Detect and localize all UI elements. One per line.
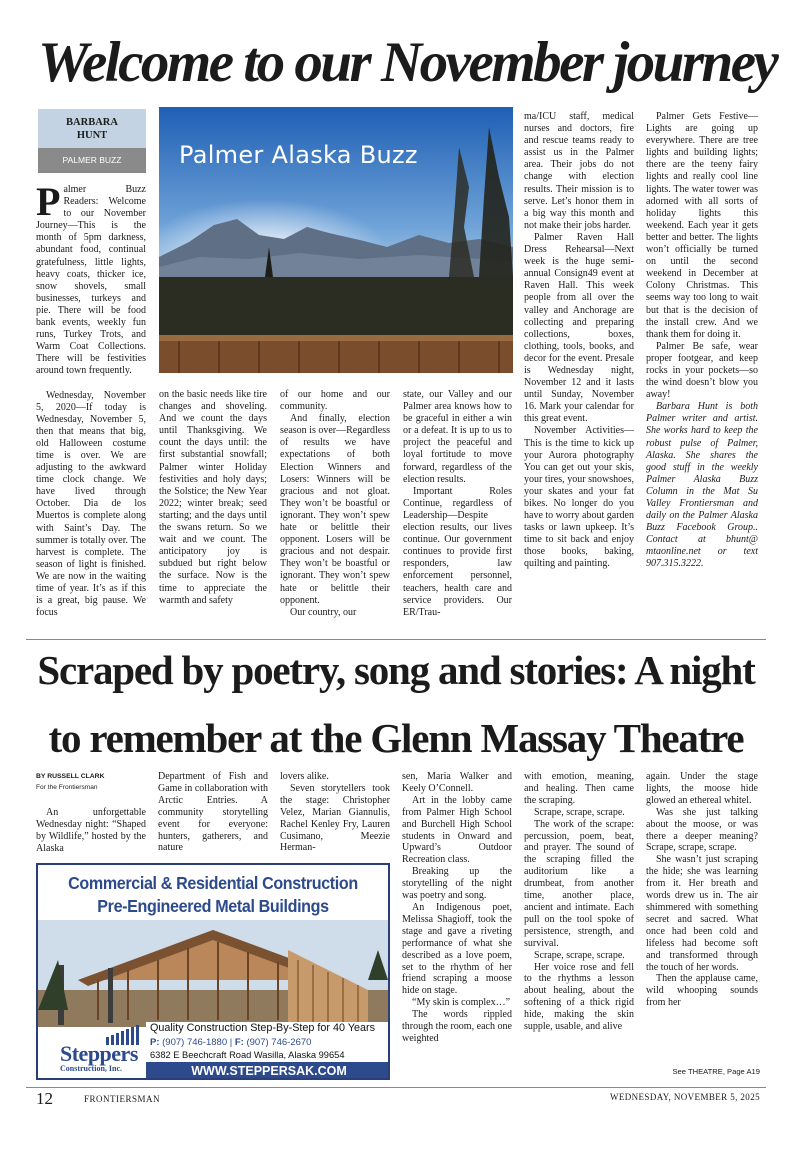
story2-paragraph: The work of the scrape: percussion, poem, beat, and prayer. The sound of the scraping filled the auditorium like a drumbeat, from another time, another place, ancient and intimate. Each pull on the tool spoke of persistence, strength, and survival. xyxy=(524,818,634,949)
photo-overlay-title: Palmer Alaska Buzz xyxy=(179,141,418,169)
story1-paragraph: ma/ICU staff, medical nurses and doctors, fire and rescue teams ready to assist us in the Palmer area. Their jobs do not change with election results. Their mission is to serve. Let’s honor them in a big way this month and not make their jobs harder. xyxy=(524,111,634,231)
story2-column-3 xyxy=(280,771,390,854)
page-number: 12 xyxy=(36,1089,53,1108)
phone-separator: | xyxy=(229,1037,235,1048)
story1-headline: Welcome to our November journey xyxy=(38,31,777,94)
story2-headline-line-2: to remember at the Glenn Massay Theatre xyxy=(48,715,744,761)
continued-jump-line: See THEATRE, Page A19 xyxy=(672,1067,760,1076)
story1-column-label: PALMER BUZZ xyxy=(38,148,146,173)
story2-paragraph: Her voice rose and fell to the rhythms a lesson about healing, about the softening of a thick rigid hide, making the skin supple, usable, and alive xyxy=(524,961,634,1033)
story1-intro-text: almer Buzz Readers: Welcome to our November Journey—This is the month of 5pm darkness, abundant food, continual gratefulness, little lights, heavy coats, thicker ice, snow shovels, small businesses, turkeys and pie. There will be food bank events, weekly fun runs, Turkey Trots, and Warm Coat Collections. There will be festivities around town frequently. xyxy=(36,184,146,377)
story2-byline xyxy=(36,772,146,793)
issue-date: WEDNESDAY, NOVEMBER 5, 2025 xyxy=(609,1092,760,1102)
story2-column-5 xyxy=(524,771,634,1033)
story2-paragraph: “My skin is complex…” xyxy=(412,997,511,1009)
story2-paragraph: Seven storytellers took the stage: Christopher Velez, Marian Giannulis, Rachel Kenley Fry, Lauren Cusimano, Meezie Herman- xyxy=(280,782,390,854)
story1-paragraph: on the basic needs like tire changes and shoveling. And we count the days until Thanksgiving. We count the days until: the first substantial snowfall; Palmer winter Holiday festivities and holy days; the Solstice; the New Year 2022; winter break; seed starting; and the days until the swans return. So we wait and we count. The anticipatory joy is subdued but right below the surface. Now is the time to appreciate the warmth and safety xyxy=(159,389,267,606)
story1-paragraph: And finally, election season is over—Regardless of results we have expectations of both Election Winners and Losers: Winners will be gracious and not gloat. They won’t be boastful or ignorant. They won’t spew hate or belittle their opponent. Losers will be gracious and not despair. They won’t be boastful or ignorant. They won’t spew hate or belittle their opponent. xyxy=(280,413,390,606)
fax-label: F: xyxy=(234,1037,244,1048)
story1-paragraph: Our country, our xyxy=(290,606,357,618)
story1-column-6 xyxy=(646,111,758,571)
ad-phones xyxy=(146,1037,390,1048)
ad-headline-2: Pre-Engineered Metal Buildings xyxy=(97,896,329,916)
ad-website-link[interactable]: WWW.STEPPERSAK.COM xyxy=(146,1062,390,1080)
story2-paragraph: Was she just talking about the moose, or was there a deeper meaning? Scrape, scrape, scrape. xyxy=(646,806,758,854)
story1-paragraph: Wednesday, November 5, 2020—If today is Wednesday, November 5, then that means that big, old Halloween costume time is over. We are adjusting to the awkward time clock change. We have lived through October. Dia de los Muertos is complete along with Saint’s Day. The summer is totally over. The harvest is complete. The season of light is finished. We are now in the waiting time of year. It’s as if this is a great, big pause. We focus xyxy=(36,389,146,619)
story1-paragraph: Important Roles Continue, regardless of Leadership—Despite election results, our lives continue. Our government continues to provide first responders, law enforcement personnel, teachers, health care and service providers. Our ER/Trau- xyxy=(403,485,512,618)
story1-column-1 xyxy=(36,179,146,619)
story1-paragraph: state, our Valley and our Palmer area knows how to be graceful in either a win or a defeat. It is up to us to project the peaceful and loyal fortitude to move forward, regardless of the election results. xyxy=(403,389,512,485)
story2-column-1 xyxy=(36,807,146,855)
phone-label: P: xyxy=(150,1037,160,1048)
story2-paragraph: She wasn’t just scraping the hide; she was learning from it. Her breath and words drew us in. The air shimmered with something secret and sacred. What once had been cold and lifeless had become soft and transformed through the touch of her words. xyxy=(646,854,758,973)
story2-paragraph: Department of Fish and Game in collaboration with Arctic Entries. A community storytelling event for everyone: hunters, gatherers, and nature xyxy=(158,771,268,854)
ad-address: 6382 E Beechcraft Road Wasilla, Alaska 99654 xyxy=(150,1050,345,1060)
story2-paragraph: Scrape, scrape, scrape. xyxy=(534,949,625,961)
story2-headline xyxy=(26,644,766,764)
drop-cap: P xyxy=(36,179,61,224)
story2-column-6 xyxy=(646,771,758,1009)
story2-column-4 xyxy=(402,771,512,1045)
story2-paragraph: The words rippled through the room, each one weighted xyxy=(402,1009,512,1044)
story2-paragraph: again. Under the stage lights, the moose hide glowed an ethereal whitel. xyxy=(646,771,758,806)
newspaper-name: FRONTIERSMAN xyxy=(84,1094,161,1104)
story1-paragraph: Palmer Raven Hall Dress Rehearsal—Next week is the huge semi-annual Consign49 event at Raven Hall. This week people from all over the valley and Anchorage are collecting and preparing collections, boxes, clothing, tools, books, and decor for the event. Presale is Wednesday night, November 12 and it lasts until Sunday, November 16. Mark your calendar for this great event. xyxy=(524,231,634,425)
footer-rule xyxy=(26,1087,766,1088)
story2-paragraph: with emotion, meaning, and healing. Then came the scraping. xyxy=(524,771,634,806)
ad-tagline: Quality Construction Step-By-Step for 40 Years xyxy=(146,1022,390,1034)
story1-column-5 xyxy=(524,111,634,571)
story2-paragraph: An Indigenous poet, Melissa Shagioff, took the stage and gave a riveting performance of what she described as a love poem, set to the rhythm of her friend scraping a moose hide on stage. xyxy=(402,901,512,997)
palmer-landscape-photo xyxy=(159,107,513,373)
story2-byline-org: For the Frontiersman xyxy=(36,784,98,791)
story2-paragraph: Art in the lobby came from Palmer High School and Burchell High School students in Onward and Upward’s Outdoor Recreation class. xyxy=(402,794,512,866)
fax-number: (907) 746-2670 xyxy=(246,1037,312,1048)
ad-headline-1: Commercial & Residential Construction xyxy=(68,873,358,893)
story2-paragraph: Then the applause came, wild whooping sounds from her xyxy=(646,973,758,1009)
story2-paragraph: lovers alike. xyxy=(280,771,329,782)
author-bio: Barbara Hunt is both Palmer writer and artist. She works hard to keep the robust pulse of Palmer, Alaska. She shares the good stuff in the weekly Palmer Alaska Buzz Column in the Mat Su Valley Frontiersman and daily on the Palmer Alaska Buzz Facebook Group.. Contact at bhunt@ mtaonline.net or text 907.315.3222. xyxy=(646,401,758,570)
story1-column-2 xyxy=(159,389,267,607)
story1-paragraph: Palmer Be safe, wear proper footgear, and keep rocks in your pockets—so the wind doesn’t blow you away! xyxy=(646,340,758,401)
ad-logo: Steppers xyxy=(60,1041,138,1066)
story1-byline-box xyxy=(38,109,146,173)
ad-logo-box xyxy=(38,1027,146,1080)
story2-byline-name: BY RUSSELL CLARK xyxy=(36,773,105,780)
story2-paragraph: Scrape, scrape, scrape. xyxy=(534,806,625,818)
story1-paragraph: of our home and our community. xyxy=(280,389,390,413)
story1-column-4 xyxy=(403,389,512,619)
story2-column-2 xyxy=(158,771,268,854)
story2-paragraph: sen, Maria Walker and Keely O’Connell. xyxy=(402,771,512,794)
construction-site-image xyxy=(38,920,388,1030)
story1-paragraph: November Activities—This is the time to kick up your Aurora photography You can get out your skis, your tires, your snowshoes, your skates and your fat bikes. No longer do you have to worry about garden tasks or lawn upkeep. It’s time to sit back and enjoy those books, baking, quilting and painting. xyxy=(524,425,634,570)
story1-paragraph: Palmer Gets Festive—Lights are going up everywhere. There are tree lights and building lights; there are the teeny fairy lights and really cool line lights. The water tower was adorned with all sorts of holiday lights this weekend. Each year it gets better and better. The lights won’t officially be turned on until the second weekend in December at Colony Christmas. This seems way too long to wait but that is the decision of the install crew. And we thank them for doing it. xyxy=(646,111,758,340)
story2-paragraph: An unforgettable Wednesday night: “Shaped by Wildlife,” hosted by the Alaska xyxy=(36,807,146,854)
steppers-construction-ad[interactable] xyxy=(36,863,390,1080)
ad-logo-subtitle: Construction, Inc. xyxy=(60,1064,123,1073)
story2-headline-line-1: Scraped by poetry, song and stories: A night xyxy=(37,647,755,693)
story1-intro-paragraph xyxy=(36,179,146,378)
story1-byline-name: BARBARA HUNT xyxy=(38,109,146,148)
story2-paragraph: Breaking up the storytelling of the night was poetry and song. xyxy=(402,866,512,902)
phone-number[interactable]: (907) 746-1880 xyxy=(162,1037,228,1048)
story1-column-3 xyxy=(280,389,390,619)
section-divider xyxy=(26,639,766,640)
